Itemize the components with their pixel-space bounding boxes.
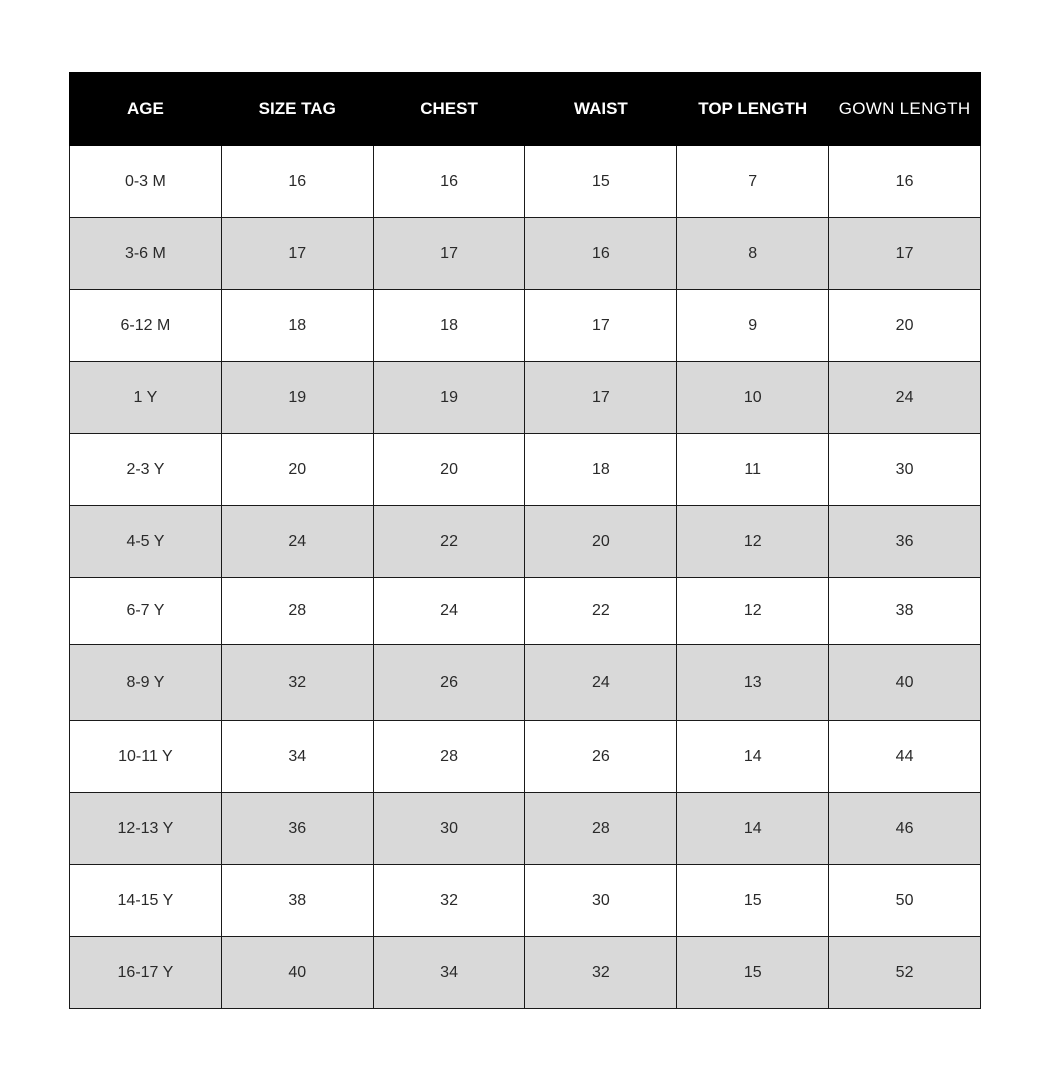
cell-age: 2-3 Y [70,434,222,506]
cell-size-tag: 28 [221,578,373,645]
header-size-tag: SIZE TAG [221,73,373,146]
cell-gown-length: 40 [829,645,981,721]
cell-waist: 32 [525,937,677,1009]
cell-top-length: 12 [677,506,829,578]
cell-age: 6-12 M [70,290,222,362]
cell-top-length: 9 [677,290,829,362]
cell-age: 14-15 Y [70,865,222,937]
cell-age: 3-6 M [70,218,222,290]
cell-size-tag: 24 [221,506,373,578]
cell-gown-length: 44 [829,721,981,793]
cell-waist: 17 [525,290,677,362]
cell-gown-length: 17 [829,218,981,290]
cell-gown-length: 52 [829,937,981,1009]
table-row [70,362,981,434]
cell-age: 16-17 Y [70,937,222,1009]
header-chest: CHEST [373,73,525,146]
cell-chest: 34 [373,937,525,1009]
table-row [70,578,981,645]
cell-size-tag: 16 [221,146,373,218]
cell-waist: 16 [525,218,677,290]
cell-top-length: 15 [677,937,829,1009]
cell-top-length: 14 [677,721,829,793]
cell-gown-length: 46 [829,793,981,865]
cell-gown-length: 36 [829,506,981,578]
table-row [70,937,981,1009]
cell-gown-length: 16 [829,146,981,218]
cell-top-length: 8 [677,218,829,290]
cell-waist: 18 [525,434,677,506]
cell-waist: 30 [525,865,677,937]
cell-chest: 16 [373,146,525,218]
cell-chest: 19 [373,362,525,434]
cell-age: 6-7 Y [70,578,222,645]
table-row [70,506,981,578]
cell-size-tag: 17 [221,218,373,290]
header-waist: WAIST [525,73,677,146]
cell-size-tag: 40 [221,937,373,1009]
cell-size-tag: 32 [221,645,373,721]
cell-gown-length: 20 [829,290,981,362]
table-row [70,434,981,506]
cell-chest: 18 [373,290,525,362]
header-gown-length: GOWN LENGTH [829,73,981,146]
table-header-row [70,73,981,146]
cell-waist: 17 [525,362,677,434]
cell-waist: 15 [525,146,677,218]
cell-age: 1 Y [70,362,222,434]
cell-size-tag: 36 [221,793,373,865]
cell-age: 8-9 Y [70,645,222,721]
cell-gown-length: 38 [829,578,981,645]
cell-chest: 30 [373,793,525,865]
cell-age: 12-13 Y [70,793,222,865]
table-row [70,290,981,362]
cell-chest: 20 [373,434,525,506]
cell-size-tag: 20 [221,434,373,506]
cell-top-length: 15 [677,865,829,937]
cell-gown-length: 24 [829,362,981,434]
cell-age: 4-5 Y [70,506,222,578]
cell-gown-length: 30 [829,434,981,506]
cell-top-length: 12 [677,578,829,645]
header-age: AGE [70,73,222,146]
cell-top-length: 11 [677,434,829,506]
header-top-length: TOP LENGTH [677,73,829,146]
table-row [70,645,981,721]
cell-top-length: 14 [677,793,829,865]
cell-size-tag: 38 [221,865,373,937]
cell-size-tag: 34 [221,721,373,793]
table-row [70,721,981,793]
cell-size-tag: 18 [221,290,373,362]
cell-top-length: 10 [677,362,829,434]
table-row [70,218,981,290]
cell-age: 0-3 M [70,146,222,218]
cell-top-length: 13 [677,645,829,721]
cell-chest: 24 [373,578,525,645]
cell-top-length: 7 [677,146,829,218]
table-row [70,865,981,937]
cell-chest: 22 [373,506,525,578]
table-row [70,146,981,218]
cell-size-tag: 19 [221,362,373,434]
size-chart-table [69,72,981,1009]
cell-waist: 26 [525,721,677,793]
cell-chest: 32 [373,865,525,937]
cell-waist: 24 [525,645,677,721]
cell-chest: 28 [373,721,525,793]
table-row [70,793,981,865]
cell-chest: 26 [373,645,525,721]
cell-waist: 28 [525,793,677,865]
cell-chest: 17 [373,218,525,290]
cell-waist: 22 [525,578,677,645]
cell-age: 10-11 Y [70,721,222,793]
cell-gown-length: 50 [829,865,981,937]
cell-waist: 20 [525,506,677,578]
